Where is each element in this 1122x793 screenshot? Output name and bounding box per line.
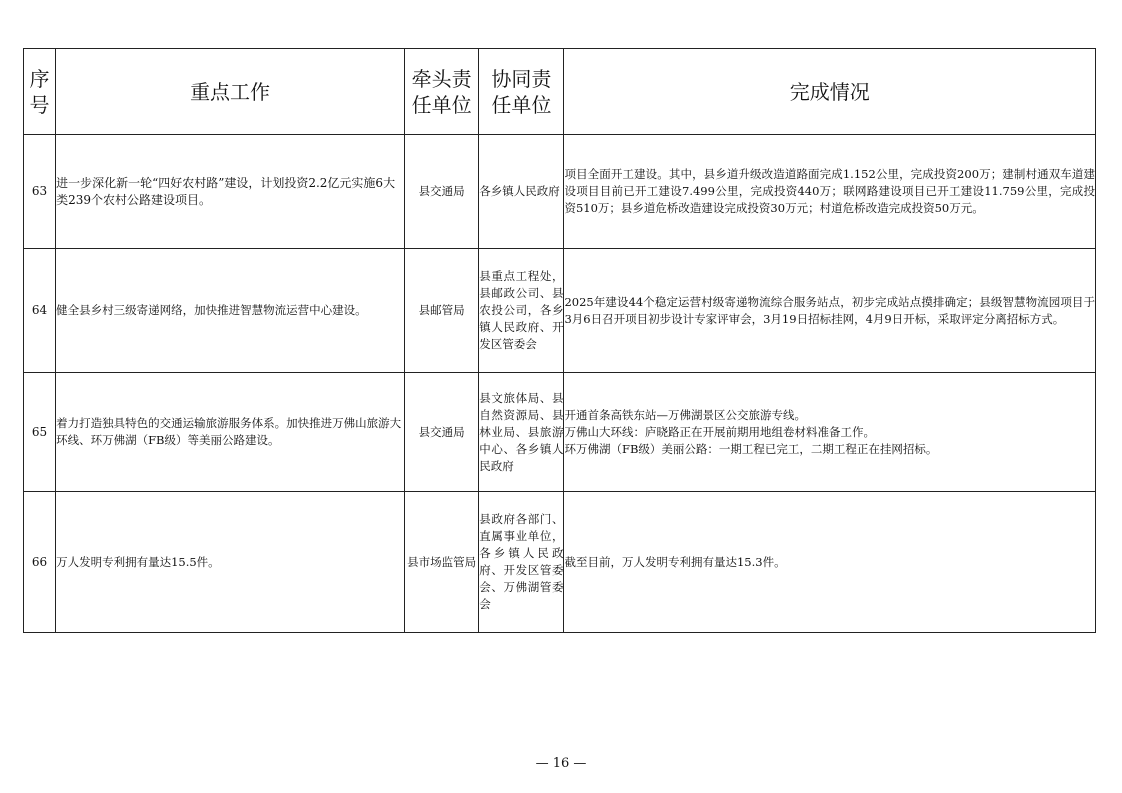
row-status: 截至目前，万人发明专利拥有量达15.3件。 [564,492,1096,633]
work-progress-table [23,48,1096,633]
row-co-unit: 各乡镇人民政府 [479,135,564,249]
row-lead-unit: 县交通局 [405,135,479,249]
row-lead-unit: 县市场监管局 [405,492,479,633]
header-lead: 牵头责任单位 [405,49,479,135]
status-line: 万佛山大环线：庐晓路正在开展前期用地组卷材料准备工作。 [564,424,875,439]
row-co-unit: 县重点工程处，县邮政公司、县农投公司，各乡镇人民政府、开发区管委会 [479,249,564,373]
row-number: 65 [24,373,56,492]
table-row [24,135,1096,249]
row-co-unit: 县政府各部门、直属事业单位，各乡镇人民政府、开发区管委会、万佛湖管委会 [479,492,564,633]
row-lead-unit: 县交通局 [405,373,479,492]
row-co-unit: 县文旅体局、县自然资源局、县林业局、县旅游中心、各乡镇人民政府 [479,373,564,492]
row-number: 63 [24,135,56,249]
table-row [24,249,1096,373]
header-done: 完成情况 [564,49,1096,135]
table-header-row [24,49,1096,135]
row-work: 万人发明专利拥有量达15.5件。 [56,492,405,633]
row-lead-unit: 县邮管局 [405,249,479,373]
row-number: 66 [24,492,56,633]
table-row [24,373,1096,492]
row-status [564,373,1096,492]
status-line: 环万佛湖（FB级）美丽公路：一期工程已完工，二期工程正在挂网招标。 [564,441,938,456]
header-no: 序号 [24,49,56,135]
row-status: 2025年建设44个稳定运营村级寄递物流综合服务站点，初步完成站点摸排确定；县级智慧物流园项目于3月6日召开项目初步设计专家评审会，3月19日招标挂网，4月9日开标，采取评定分离招标方式。 [564,249,1096,373]
table-row [24,492,1096,633]
row-work: 健全县乡村三级寄递网络，加快推进智慧物流运营中心建设。 [56,249,405,373]
header-work: 重点工作 [56,49,405,135]
row-work: 进一步深化新一轮“四好农村路”建设，计划投资2.2亿元实施6大类239个农村公路建设项目。 [56,135,405,249]
page-number: — 16 — [535,756,587,771]
status-line: 开通首条高铁东站—万佛湖景区公交旅游专线。 [564,407,806,422]
row-status: 项目全面开工建设。其中，县乡道升级改造道路面完成1.152公里，完成投资200万；建制村通双车道建设项目目前已开工建设7.499公里，完成投资440万；联网路建设项目已开工建设11.759公里，完成投资510万；县乡道危桥改造建设完成投资30万元；村道危桥改造完成投资50万元。 [564,135,1096,249]
row-number: 64 [24,249,56,373]
header-co: 协同责任单位 [479,49,564,135]
row-work: 着力打造独具特色的交通运输旅游服务体系。加快推进万佛山旅游大环线、环万佛湖（FB级）等美丽公路建设。 [56,373,405,492]
